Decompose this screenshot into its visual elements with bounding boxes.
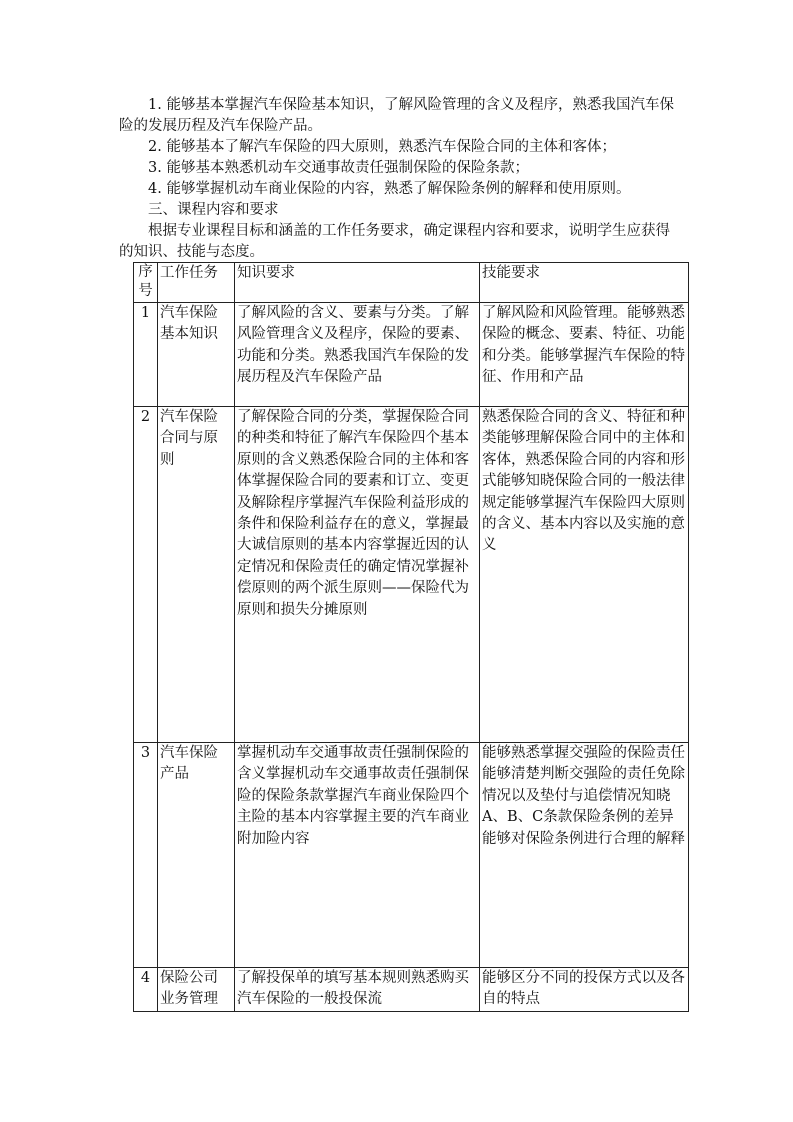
goal-3: 3. 能够基本熟悉机动车交通事故责任强制保险的保险条款； <box>148 160 529 176</box>
row-skill-text: 能够熟悉掌握交强险的保险责任能够清楚判断交强险的责任免除情况以及垫付与追偿情况知晓A、B、C条款保险条例的差异能够对保险条例进行合理的解释 <box>482 745 685 847</box>
row-knowledge-text: 了解投保单的填写基本规则熟悉购买汽车保险的一般投保流 <box>237 970 469 1008</box>
row-knowledge <box>235 407 480 743</box>
row-skill <box>480 303 689 407</box>
row-skill-text: 能够区分不同的投保方式以及各自的特点 <box>482 970 685 1008</box>
section-heading: 三、课程内容和要求 <box>148 202 279 218</box>
row-number: 3 <box>134 743 158 968</box>
table-row <box>134 968 689 1012</box>
row-knowledge <box>235 743 480 968</box>
goal-4: 4. 能够掌握机动车商业保险的内容，熟悉了解保险条例的解释和使用原则。 <box>148 181 631 197</box>
row-knowledge <box>235 968 480 1012</box>
row-task-text: 汽车保险合同与原则 <box>160 409 218 468</box>
header-number-line1: 序 <box>138 264 153 280</box>
row-number: 2 <box>134 407 158 743</box>
row-number: 1 <box>134 303 158 407</box>
table-row <box>134 743 689 968</box>
row-number: 4 <box>134 968 158 1012</box>
row-skill <box>480 968 689 1012</box>
row-knowledge <box>235 303 480 407</box>
row-skill <box>480 407 689 743</box>
table-row <box>134 303 689 407</box>
row-task-text: 保险公司业务管理 <box>160 970 218 1008</box>
header-number <box>134 263 158 303</box>
row-task <box>158 303 235 407</box>
header-task: 工作任务 <box>158 263 235 303</box>
course-content-table <box>133 262 689 1012</box>
row-skill-text: 了解风险和风险管理。能够熟悉保险的概念、要素、特征、功能和分类。能够掌握汽车保险的特征、作用和产品 <box>482 305 685 386</box>
header-number-line2: 号 <box>138 283 153 299</box>
row-task-text: 汽车保险产品 <box>160 745 218 783</box>
table-header-row <box>134 263 689 303</box>
row-task <box>158 743 235 968</box>
row-knowledge-text: 了解风险的含义、要素与分类。了解风险管理含义及程序，保险的要素、功能和分类。熟悉我国汽车保险的发展历程及汽车保险产品 <box>237 305 469 386</box>
section-description: 根据专业课程目标和涵盖的工作任务要求，确定课程内容和要求，说明学生应获得的知识、技能与态度。 <box>119 223 670 260</box>
row-knowledge-text: 掌握机动车交通事故责任强制保险的含义掌握机动车交通事故责任强制保险的保险条款掌握汽车商业保险四个主险的基本内容掌握主要的汽车商业附加险内容 <box>237 745 469 847</box>
goal-2: 2. 能够基本了解汽车保险的四大原则，熟悉汽车保险合同的主体和客体； <box>148 139 616 155</box>
row-skill-text: 熟悉保险合同的含义、特征和种类能够理解保险合同中的主体和客体，熟悉保险合同的内容和形式能够知晓保险合同的一般法律规定能够掌握汽车保险四大原则的含义、基本内容以及实施的意义 <box>482 409 685 554</box>
row-task-text: 汽车保险基本知识 <box>160 305 218 343</box>
row-knowledge-text: 了解保险合同的分类，掌握保险合同的种类和特征了解汽车保险四个基本原则的含义熟悉保险合同的主体和客体掌握保险合同的要素和订立、变更及解除程序掌握汽车保险利益形成的条件和保险利益存在的意义，掌握最大诚信原则的基本内容掌握近因的认定情况和保险责任的确定情况掌握补偿原则的两个派生原则——保险代为原则和损失分摊原则 <box>237 409 469 618</box>
header-knowledge: 知识要求 <box>235 263 480 303</box>
row-skill <box>480 743 689 968</box>
header-skill: 技能要求 <box>480 263 689 303</box>
goal-1: 1. 能够基本掌握汽车保险基本知识，了解风险管理的含义及程序，熟悉我国汽车保险的发展历程及汽车保险产品。 <box>119 97 674 134</box>
row-task <box>158 407 235 743</box>
table-row <box>134 407 689 743</box>
row-task <box>158 968 235 1012</box>
